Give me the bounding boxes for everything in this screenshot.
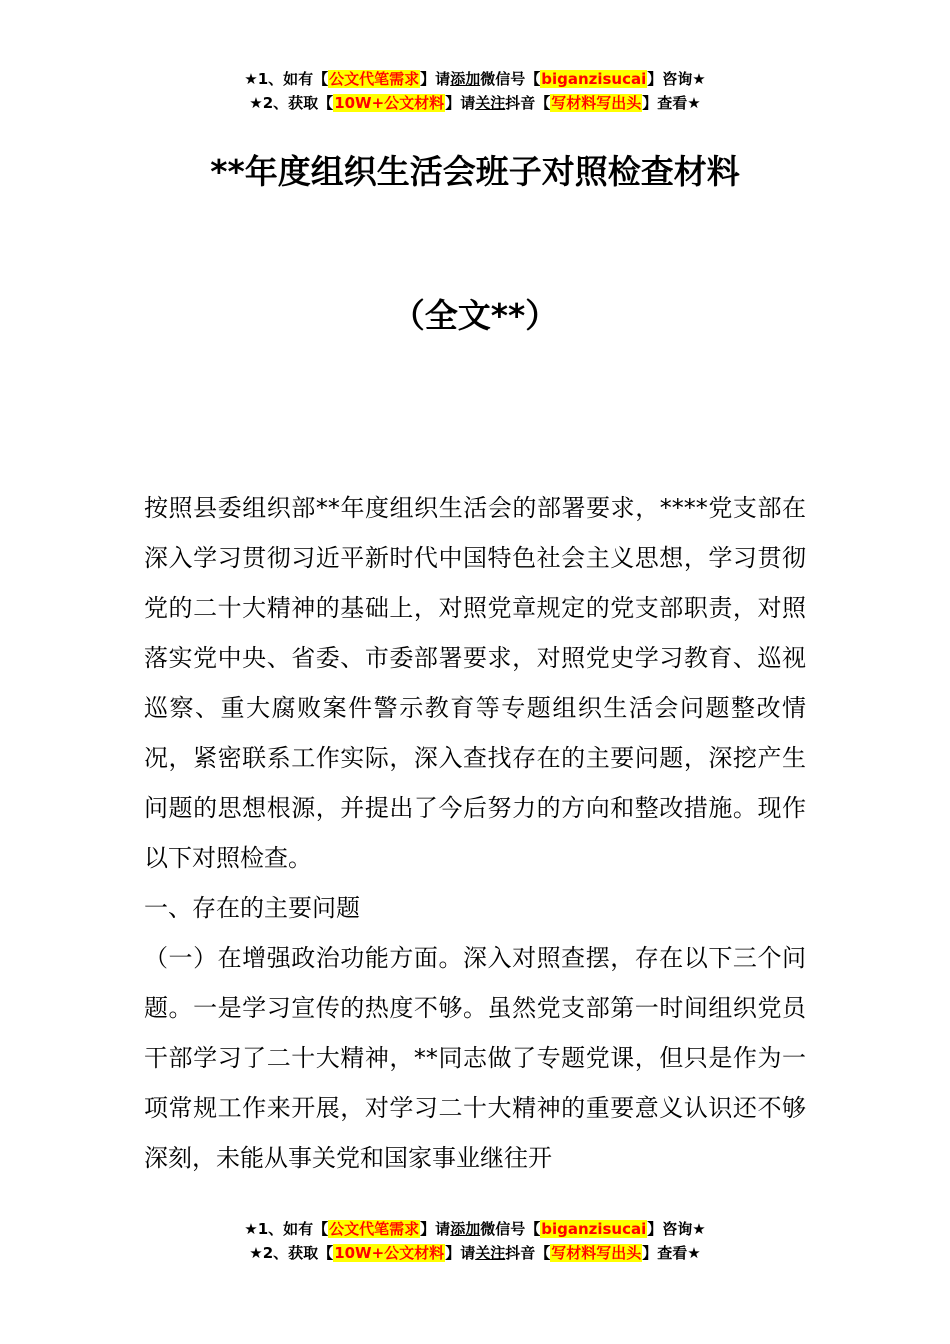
promo-text: 】咨询★ <box>647 1220 706 1238</box>
paragraph-section-1: （一）在增强政治功能方面。深入对照查摆，存在以下三个问题。一是学习宣传的热度不够。虽然党支部第一时间组织党员干部学习了二十大精神，**同志做了专题党课，但只是作为一项常规工作来开展，对学习二十大精神的重要意义认识还不够深刻，未能从事关党和国家事业继往开 <box>144 944 806 1172</box>
document-body <box>144 483 806 1183</box>
promo-banner-bottom <box>0 1217 950 1265</box>
promo-banner-top <box>0 67 950 115</box>
promo-highlight: 10W+公文材料 <box>334 1244 445 1262</box>
promo-highlight: 公文代笔需求 <box>329 1220 420 1238</box>
promo-highlight-wechat-id: biganzisucai <box>541 1220 647 1238</box>
paragraph-intro: 按照县委组织部**年度组织生活会的部署要求，****党支部在深入学习贯彻习近平新时代中国特色社会主义思想，学习贯彻党的二十大精神的基础上，对照党章规定的党支部职责，对照落实党中央、省委、市委部署要求，对照党史学习教育、巡视巡察、重大腐败案件警示教育等专题组织生活会问题整改情况，紧密联系工作实际，深入查找存在的主要问题，深挖产生问题的思想根源，并提出了今后努力的方向和整改措施。现作以下对照检查。 <box>144 494 806 872</box>
promo-text: 抖音【 <box>505 94 551 112</box>
promo-text: 】请 <box>420 70 451 88</box>
promo-text: 】请 <box>445 1244 476 1262</box>
promo-text: 微信号【 <box>480 1220 541 1238</box>
promo-text: 】请 <box>445 94 476 112</box>
promo-highlight: 公文代笔需求 <box>329 70 420 88</box>
promo-underlined: 关注 <box>475 1244 506 1262</box>
promo-text: ★1、如有【 <box>244 70 329 88</box>
promo-highlight: 10W+公文材料 <box>334 94 445 112</box>
promo-text: 】查看★ <box>642 1244 701 1262</box>
section-heading: 一、存在的主要问题 <box>144 894 360 922</box>
promo-text: ★2、获取【 <box>249 1244 334 1262</box>
promo-text: 】请 <box>420 1220 451 1238</box>
promo-text: 抖音【 <box>505 1244 551 1262</box>
document-subtitle: （全文**） <box>391 296 559 335</box>
promo-underlined: 添加 <box>450 70 481 88</box>
promo-highlight-douyin: 写材料写出头 <box>551 94 642 112</box>
promo-highlight-wechat-id: biganzisucai <box>541 70 647 88</box>
document-title: **年度组织生活会班子对照检查材料 <box>210 152 740 191</box>
promo-line-2 <box>0 1241 950 1265</box>
promo-highlight-douyin: 写材料写出头 <box>551 1244 642 1262</box>
promo-line-1 <box>0 67 950 91</box>
promo-underlined: 添加 <box>450 1220 481 1238</box>
promo-line-1 <box>0 1217 950 1241</box>
promo-text: 微信号【 <box>480 70 541 88</box>
promo-text: 】查看★ <box>642 94 701 112</box>
promo-line-2 <box>0 91 950 115</box>
promo-text: ★2、获取【 <box>249 94 334 112</box>
promo-text: ★1、如有【 <box>244 1220 329 1238</box>
promo-text: 】咨询★ <box>647 70 706 88</box>
promo-underlined: 关注 <box>475 94 506 112</box>
